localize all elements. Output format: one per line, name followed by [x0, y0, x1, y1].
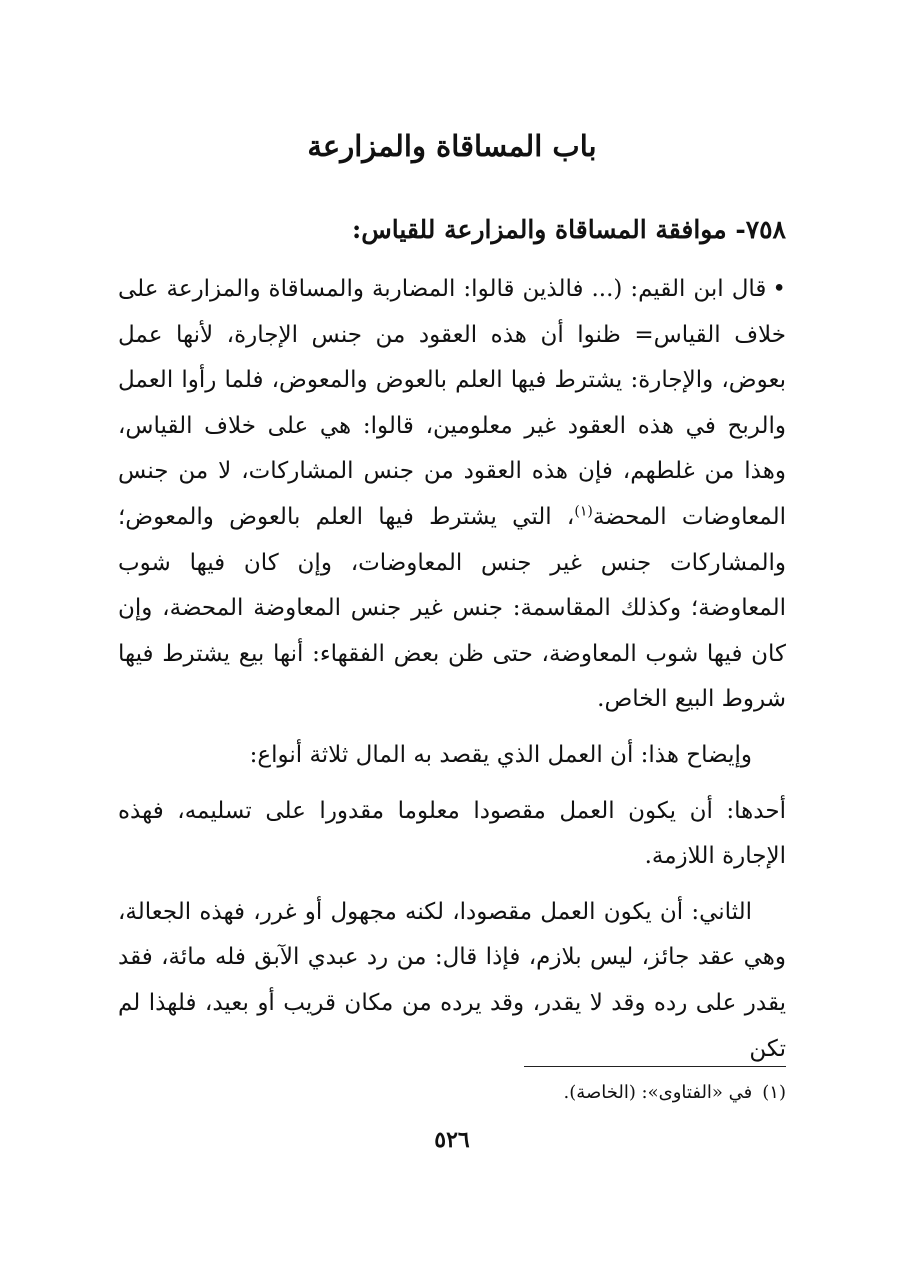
section-separator: -	[726, 215, 746, 244]
book-page	[118, 0, 786, 1271]
footnote	[118, 1078, 786, 1108]
page-number: ٥٢٦	[434, 1127, 470, 1153]
paragraph-quote	[118, 267, 786, 723]
footnote-number: (١)	[762, 1082, 786, 1103]
section-title: موافقة المساقاة والمزارعة للقياس:	[351, 215, 727, 244]
chapter-title: باب المساقاة والمزارعة	[307, 129, 597, 163]
footnote-reference: (١)	[574, 503, 593, 520]
section-number: ٧٥٨	[745, 215, 786, 244]
paragraph-text: قال ابن القيم: (... فالذين قالوا: المضاربة والمساقاة والمزارعة على خلاف القياس= ظنوا أن هذه العقود من جنس الإجارة، لأنها عمل بعوض، والإجارة: يشترط فيها العلم بالعوض والمعوض، فلما رأوا العمل والربح في هذه العقود غير معلومين، قالوا: هي على خلاف القياس، وهذا من غلطهم، فإن هذه العقود من جنس المشاركات، لا من جنس المعاوضات المحضة	[118, 276, 786, 530]
bullet-marker: •	[772, 276, 786, 302]
paragraph-first-type: أحدها: أن يكون العمل مقصودا معلوما مقدورا على تسليمه، فهذه الإجارة اللازمة.	[118, 797, 786, 870]
paragraph-text-continued: ، التي يشترط فيها العلم بالعوض والمعوض؛ والمشاركات جنس غير جنس المعاوضات، وإن كان فيها شوب المعاوضة؛ وكذلك المقاسمة: جنس غير جنس المعاوضة المحضة، وإن كان فيها شوب المعاوضة، حتى ظن بعض الفقهاء: أنها بيع يشترط فيها شروط البيع الخاص.	[118, 503, 786, 713]
section-heading	[118, 210, 786, 250]
paragraph-explanation: وإيضاح هذا: أن العمل الذي يقصد به المال ثلاثة أنواع:	[249, 741, 752, 768]
paragraph-second-type: الثاني: أن يكون العمل مقصودا، لكنه مجهول أو غرر، فهذه الجعالة، وهي عقد جائز، ليس بلازم، فإذا قال: من رد عبدي الآبق فله مائة، فقد يقدر على رده وقد لا يقدر، وقد يرده من مكان قريب أو بعيد، فلهذا لم تكن	[118, 898, 786, 1062]
footnote-divider	[524, 1066, 786, 1067]
body-text	[118, 267, 786, 1082]
footnote-text: في «الفتاوى»: (الخاصة).	[563, 1082, 753, 1103]
